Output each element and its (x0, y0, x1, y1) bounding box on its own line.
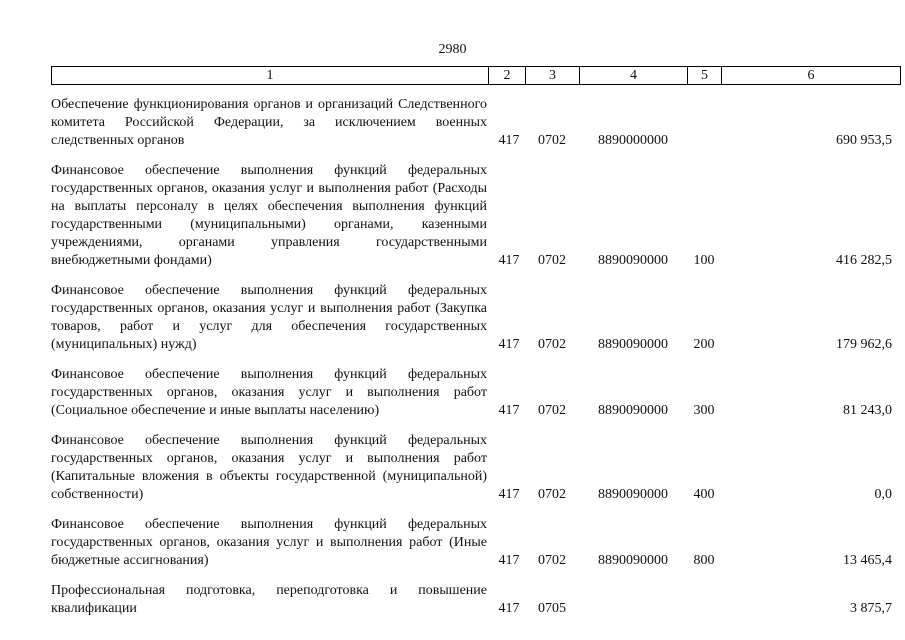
table-row (51, 582, 901, 618)
row-target-code: 8890090000 (598, 253, 668, 268)
row-amount: 690 953,5 (836, 133, 892, 148)
header-col-3: 3 (526, 67, 580, 84)
row-ministry-code: 417 (498, 133, 520, 148)
table-row (51, 282, 901, 354)
row-amount: 0,0 (874, 487, 892, 502)
row-description: Финансовое обеспечение выполнения функций федеральных государственных органов, оказания услуг и выполнения работ (Социальное обеспечение и иные выплаты населению) (51, 367, 487, 418)
page-number: 2980 (438, 42, 467, 57)
row-description: Обеспечение функционирования органов и организаций Следственного комитета Российской Федерации, за исключением военных следственных органов (51, 97, 487, 148)
row-expense-type: 100 (693, 253, 715, 268)
row-section-code: 0702 (538, 487, 566, 502)
row-ministry-code: 417 (498, 487, 520, 502)
row-target-code: 8890000000 (598, 133, 668, 148)
row-description: Финансовое обеспечение выполнения функций федеральных государственных органов, оказания услуг и выполнения работ (Иные бюджетные ассигнования) (51, 517, 487, 568)
row-section-code: 0705 (538, 601, 566, 616)
row-amount: 13 465,4 (843, 553, 892, 568)
row-section-code: 0702 (538, 553, 566, 568)
table-body (51, 96, 901, 630)
header-col-5: 5 (688, 67, 722, 84)
table-row (51, 96, 901, 150)
row-amount: 179 962,6 (836, 337, 892, 352)
table-row (51, 516, 901, 570)
row-section-code: 0702 (538, 133, 566, 148)
row-expense-type: 200 (693, 337, 715, 352)
row-target-code: 8890090000 (598, 337, 668, 352)
row-amount: 81 243,0 (843, 403, 892, 418)
row-section-code: 0702 (538, 337, 566, 352)
table-row (51, 162, 901, 270)
row-ministry-code: 417 (498, 253, 520, 268)
row-section-code: 0702 (538, 253, 566, 268)
row-target-code: 8890090000 (598, 553, 668, 568)
row-description: Финансовое обеспечение выполнения функций федеральных государственных органов, оказания услуг и выполнения работ (Закупка товаров, работ и услуг для обеспечения государственных (муниципальных) нужд) (51, 283, 487, 352)
row-description: Профессиональная подготовка, переподготовка и повышение квалификации (51, 583, 487, 616)
row-amount: 416 282,5 (836, 253, 892, 268)
row-description: Финансовое обеспечение выполнения функций федеральных государственных органов, оказания услуг и выполнения работ (Капитальные вложения в объекты государственной (муниципальной) собственности) (51, 433, 487, 502)
row-ministry-code: 417 (498, 553, 520, 568)
table-row (51, 432, 901, 504)
table-header-row (51, 66, 901, 85)
row-ministry-code: 417 (498, 337, 520, 352)
row-ministry-code: 417 (498, 403, 520, 418)
row-description: Финансовое обеспечение выполнения функций федеральных государственных органов, оказания услуг и выполнения работ (Расходы на выплаты персоналу в целях обеспечения выполнения функций государственными (муниципальными) органами, казенными учреждениями, органами управления государственными внебюджетными фондами) (51, 163, 487, 268)
row-target-code: 8890090000 (598, 403, 668, 418)
row-expense-type: 300 (693, 403, 715, 418)
row-target-code: 8890090000 (598, 487, 668, 502)
header-col-6: 6 (807, 68, 815, 83)
row-amount: 3 875,7 (850, 601, 892, 616)
header-col-4: 4 (580, 67, 688, 84)
row-ministry-code: 417 (498, 601, 520, 616)
row-expense-type: 400 (693, 487, 715, 502)
header-col-1: 1 (52, 67, 489, 84)
table-row (51, 366, 901, 420)
row-expense-type: 800 (693, 553, 715, 568)
header-col-2: 2 (489, 67, 526, 84)
row-section-code: 0702 (538, 403, 566, 418)
